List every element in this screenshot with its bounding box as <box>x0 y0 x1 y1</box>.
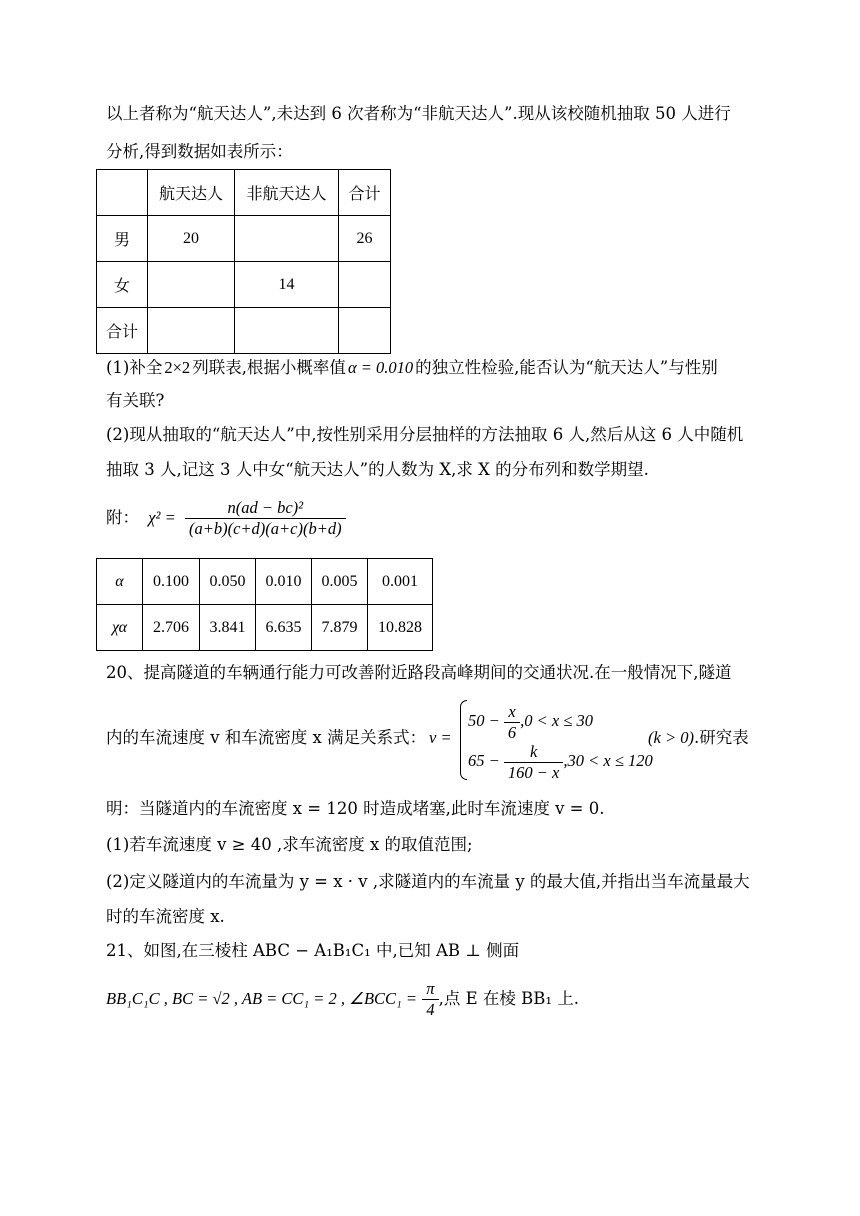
math-span: 2×2 <box>164 358 191 377</box>
table-row <box>97 308 391 354</box>
fraction-denominator: 160 − x <box>507 762 560 782</box>
table-cell: χα <box>97 605 143 651</box>
table-cell: 0.050 <box>200 559 256 605</box>
q19-part1-line1 <box>106 357 718 379</box>
q19-part1-line2: 有关联? <box>106 391 165 410</box>
table-cell: 2.706 <box>143 605 200 651</box>
math-span: 65 − <box>468 751 500 770</box>
table-cell: 0.005 <box>312 559 368 605</box>
chi-square-formula <box>106 496 346 540</box>
q19-part2-line1: (2)现从抽取的“航天达人”中,按性别采用分层抽样的方法抽取 6 人,然后从这 6 人中随机 <box>106 425 744 444</box>
text-span: 的独立性检验,能否认为“航天达人”与性别 <box>415 358 718 377</box>
table-cell: 7.879 <box>312 605 368 651</box>
formula-fraction <box>185 498 346 539</box>
fraction-numerator: x <box>504 702 520 723</box>
table-cell: α <box>97 559 143 605</box>
fraction-numerator: k <box>504 742 563 763</box>
fraction-denominator: (a+b)(c+d)(a+c)(b+d) <box>188 519 342 538</box>
case2-fraction <box>504 742 563 783</box>
intro-line-2: 分析,得到数据如表所示： <box>106 142 293 161</box>
table-cell: 合计 <box>97 308 148 354</box>
math-span: ,30 < x ≤ 120 <box>563 751 653 770</box>
piecewise-case-2 <box>468 740 653 783</box>
table-row <box>97 216 391 262</box>
contingency-table <box>96 169 391 354</box>
math-span: ,0 < x ≤ 30 <box>520 711 594 730</box>
table-cell <box>235 308 339 354</box>
table-cell: 10.828 <box>368 605 433 651</box>
v-equals: v = <box>429 728 452 747</box>
table-row <box>97 559 433 605</box>
fraction-numerator: n(ad − bc)² <box>185 498 346 519</box>
q20-line2-tail <box>648 727 749 749</box>
q20-line1: 20、提高隧道的车辆通行能力可改善附近路段高峰期间的交通状况.在一般情况下,隧道 <box>106 663 732 682</box>
table-cell <box>339 262 391 308</box>
table-cell: 20 <box>148 216 235 262</box>
table-cell: 0.001 <box>368 559 433 605</box>
text-span: .研究表 <box>693 728 749 747</box>
text-span: 列联表,根据小概率值 <box>192 358 346 377</box>
piecewise-brace <box>460 700 467 780</box>
table-cell: 3.841 <box>200 605 256 651</box>
q19-part2-line2: 抽取 3 人,记这 3 人中女“航天达人”的人数为 X,求 X 的分布列和数学期望. <box>106 460 649 479</box>
q21-line1: 21、如图,在三棱柱 ABC − A₁B₁C₁ 中,已知 AB ⊥ 侧面 <box>106 941 520 960</box>
math-span: α = 0.010 <box>347 358 414 377</box>
table-cell: 26 <box>339 216 391 262</box>
math-span: BB₁C₁C , BC = √2 , AB = CC₁ = 2 , ∠BCC₁ = <box>106 989 418 1008</box>
fraction-denominator: 6 <box>507 722 517 742</box>
table-cell <box>235 216 339 262</box>
table-cell: 女 <box>97 262 148 308</box>
intro-line-1: 以上者称为“航天达人”,未达到 6 次者称为“非航天达人”.现从该校随机抽取 50 人进行 <box>106 104 731 123</box>
table-cell: 男 <box>97 216 148 262</box>
table-cell <box>148 262 235 308</box>
table-row <box>97 605 433 651</box>
table-cell: 6.635 <box>256 605 312 651</box>
text-span: (1)补全 <box>106 358 163 377</box>
q20-part1: (1)若车流速度 v ≥ 40 ,求车流密度 x 的取值范围; <box>106 835 473 854</box>
table-cell: 非航天达人 <box>235 170 339 216</box>
piecewise-case-1 <box>468 700 593 743</box>
critical-value-table <box>96 558 433 651</box>
table-header-row <box>97 170 391 216</box>
table-cell <box>148 308 235 354</box>
math-span: χ² = <box>148 508 176 527</box>
table-cell <box>97 170 148 216</box>
math-span: 50 − <box>468 711 500 730</box>
fraction-numerator: π <box>422 979 438 1000</box>
table-cell: 航天达人 <box>148 170 235 216</box>
q21-line2 <box>106 977 579 1021</box>
q20-line3: 明：当隧道内的车流密度 x = 120 时造成堵塞,此时车流速度 v = 0. <box>106 799 605 818</box>
text-span: ,点 E 在棱 BB₁ 上. <box>438 989 579 1008</box>
case1-fraction <box>504 702 520 743</box>
math-span: (k > 0) <box>648 728 694 747</box>
q20-line2 <box>106 727 426 749</box>
pi-over-4-fraction <box>422 979 438 1020</box>
table-cell: 合计 <box>339 170 391 216</box>
table-row <box>97 262 391 308</box>
table-cell: 0.100 <box>143 559 200 605</box>
q20-part2-line2: 时的车流密度 x. <box>106 907 225 926</box>
table-cell: 14 <box>235 262 339 308</box>
text-span: 内的车流速度 v 和车流密度 x 满足关系式： <box>106 728 427 747</box>
q20-part2-line1: (2)定义隧道内的车流量为 y = x · v ,求隧道内的车流量 y 的最大值,并指出当车流量最大 <box>106 872 750 891</box>
table-cell <box>339 308 391 354</box>
table-cell: 0.010 <box>256 559 312 605</box>
fraction-denominator: 4 <box>426 1000 435 1019</box>
appendix-label: 附： <box>106 508 139 527</box>
